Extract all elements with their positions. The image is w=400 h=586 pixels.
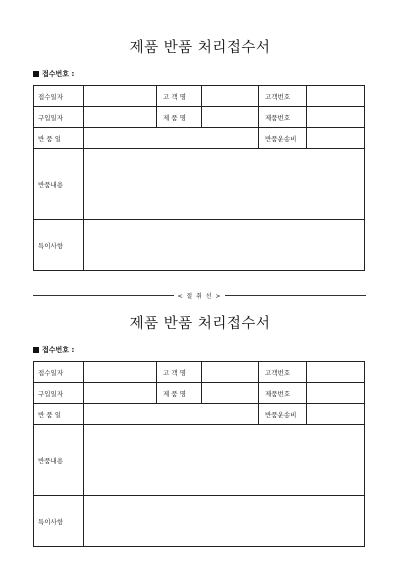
cut-line-label: < 절 취 선 > <box>177 292 222 300</box>
return-shipping-label: 반품운송비 <box>259 404 307 425</box>
return-date-field[interactable] <box>84 404 259 425</box>
remarks-label: 특이사항 <box>34 496 84 547</box>
product-no-label: 제품번호 <box>259 383 307 404</box>
return-details-label: 반품내용 <box>34 425 84 496</box>
product-name-label: 제 품 명 <box>157 383 202 404</box>
product-no-label: 제품번호 <box>259 107 307 128</box>
product-name-field[interactable] <box>202 107 259 128</box>
purchase-date-field[interactable] <box>84 107 157 128</box>
square-bullet-icon <box>33 71 39 77</box>
remarks-label: 특이사항 <box>34 220 84 271</box>
return-date-label: 반 품 일 <box>34 404 84 425</box>
customer-no-field[interactable] <box>307 362 365 383</box>
return-form-2 <box>0 312 400 562</box>
receipt-number-label: 접수번호 : <box>33 69 74 79</box>
cut-line-dash-right <box>225 295 366 296</box>
receipt-date-label: 접수일자 <box>34 362 84 383</box>
return-shipping-label: 반품운송비 <box>259 128 307 149</box>
return-details-field[interactable] <box>84 425 365 496</box>
return-form-table <box>33 85 365 271</box>
remarks-field[interactable] <box>84 496 365 547</box>
purchase-date-label: 구입일자 <box>34 107 84 128</box>
customer-name-label: 고 객 명 <box>157 86 202 107</box>
purchase-date-field[interactable] <box>84 383 157 404</box>
customer-no-label: 고객번호 <box>259 362 307 383</box>
cut-line <box>33 290 366 300</box>
return-form-1 <box>0 36 400 286</box>
return-form-table <box>33 361 365 547</box>
return-details-label: 반품내용 <box>34 149 84 220</box>
form-title: 제품 반품 처리접수서 <box>129 40 271 56</box>
return-date-label: 반 품 일 <box>34 128 84 149</box>
receipt-date-field[interactable] <box>84 362 157 383</box>
return-shipping-field[interactable] <box>307 128 365 149</box>
receipt-date-label: 접수일자 <box>34 86 84 107</box>
receipt-date-field[interactable] <box>84 86 157 107</box>
product-name-label: 제 품 명 <box>157 107 202 128</box>
return-shipping-field[interactable] <box>307 404 365 425</box>
form-title: 제품 반품 처리접수서 <box>129 316 271 332</box>
remarks-field[interactable] <box>84 220 365 271</box>
receipt-number-label: 접수번호 : <box>33 345 74 355</box>
customer-no-label: 고객번호 <box>259 86 307 107</box>
customer-name-field[interactable] <box>202 86 259 107</box>
cut-line-dash-left <box>33 295 174 296</box>
product-no-field[interactable] <box>307 383 365 404</box>
return-date-field[interactable] <box>84 128 259 149</box>
customer-name-label: 고 객 명 <box>157 362 202 383</box>
return-details-field[interactable] <box>84 149 365 220</box>
customer-name-field[interactable] <box>202 362 259 383</box>
purchase-date-label: 구입일자 <box>34 383 84 404</box>
product-name-field[interactable] <box>202 383 259 404</box>
customer-no-field[interactable] <box>307 86 365 107</box>
square-bullet-icon <box>33 347 39 353</box>
product-no-field[interactable] <box>307 107 365 128</box>
